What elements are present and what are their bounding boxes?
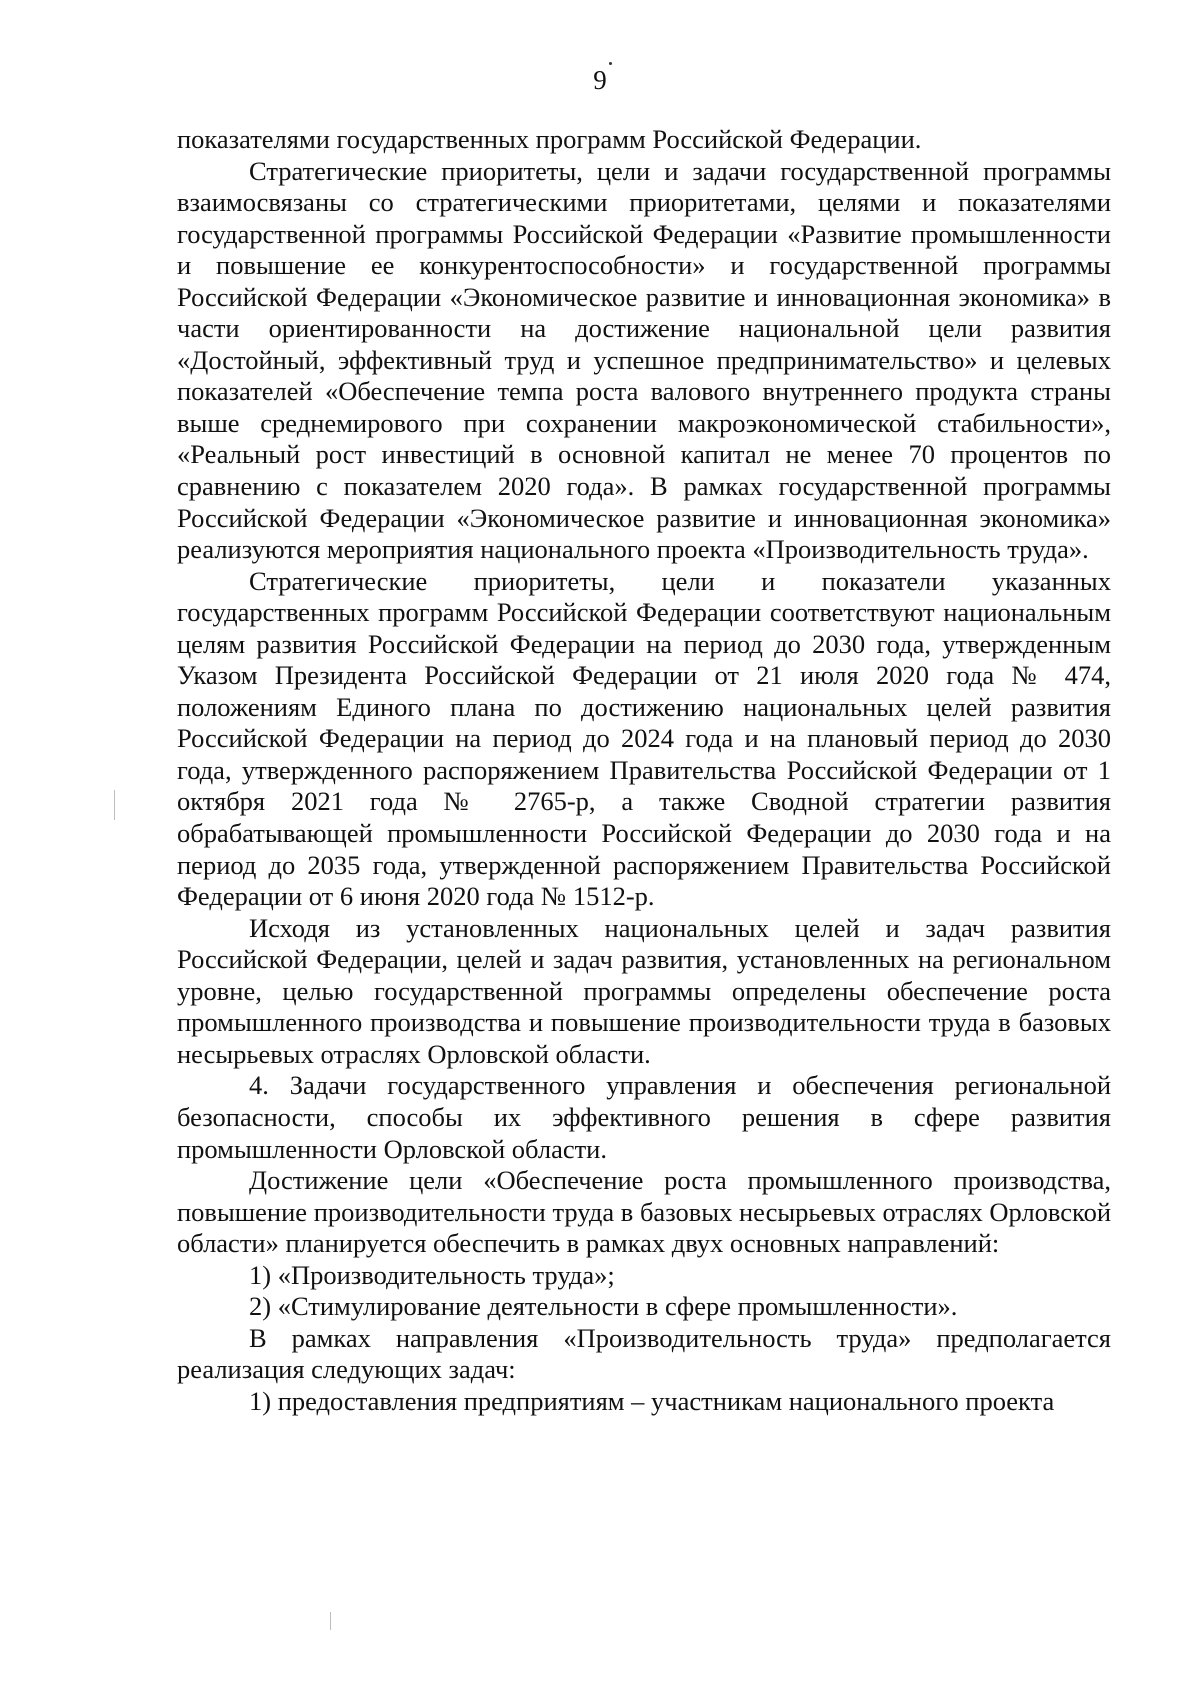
paragraph-strategic-priorities: Стратегические приоритеты, цели и задачи государственной программы взаимосвязаны со стратегическими приоритетами, целями и показателями государственной программы Российской Федерации «Развитие промышленности и повышение ее конкурентоспособности» и государственной программы Российской Федерации «Экономическое развитие и инновационная экономика» в части ориентированности на достижение национальной цели развития «Достойный, эффективный труд и успешное предпринимательство» и целевых показателей «Обеспечение темпа роста валового внутреннего продукта страны выше среднемирового при сохранении макроэкономической стабильности», «Реальный рост инвестиций в основной капитал не менее 70 процентов по сравнению с показателем 2020 года». В рамках государственной программы Российской Федерации «Экономическое развитие и инновационная экономика» реализуются мероприятия национального проекта «Производительность труда».: [177, 155, 1111, 565]
paragraph-continuation: показателями государственных программ Российской Федерации.: [177, 124, 922, 154]
scan-artifact-left: [114, 790, 115, 820]
paragraph-national-goals: Стратегические приоритеты, цели и показатели указанных государственных программ Российской Федерации соответствуют национальным целям развития Российской Федерации на период до 2030 года, утвержденным Указом Президента Российской Федерации от 21 июля 2020 года № 474, положениям Единого плана по достижению национальных целей развития Российской Федерации на период до 2024 года и на плановый период до 2030 года, утвержденного распоряжением Правительства Российской Федерации от 1 октября 2021 года № 2765-р, а также Сводной стратегии развития обрабатывающей промышленности Российской Федерации до 2030 года и на период до 2035 года, утвержденной распоряжением Правительства Российской Федерации от 6 июня 2020 года № 1512-р.: [177, 565, 1111, 912]
paragraph-directions: Достижение цели «Обеспечение роста промышленного производства, повышение производительности труда в базовых несырьевых отраслях Орловской области» планируется обеспечить в рамках двух основных направлений:: [177, 1165, 1111, 1259]
section-heading-4: 4. Задачи государственного управления и обеспечения региональной безопасности, способы их эффективного решения в сфере развития промышленности Орловской области.: [177, 1070, 1111, 1164]
list-item-task-1: 1) предоставления предприятиям – участникам национального проекта: [249, 1385, 1055, 1416]
list-item-2: 2) «Стимулирование деятельности в сфере промышленности».: [249, 1291, 958, 1322]
document-body: [177, 124, 1111, 1417]
scan-artifact-bottom: [330, 1612, 331, 1630]
paragraph-tasks: В рамках направления «Производительность труда» предполагается реализация следующих задач:: [177, 1322, 1111, 1385]
list-item-1: 1) «Производительность труда»;: [249, 1259, 615, 1290]
paragraph-program-goal: Исходя из установленных национальных целей и задач развития Российской Федерации, целей и задач развития, установленных на региональном уровне, целью государственной программы определены обеспечение роста промышленного производства и повышение производительности труда в базовых несырьевых отраслях Орловской области.: [177, 912, 1111, 1069]
page-number: 9: [593, 65, 607, 95]
